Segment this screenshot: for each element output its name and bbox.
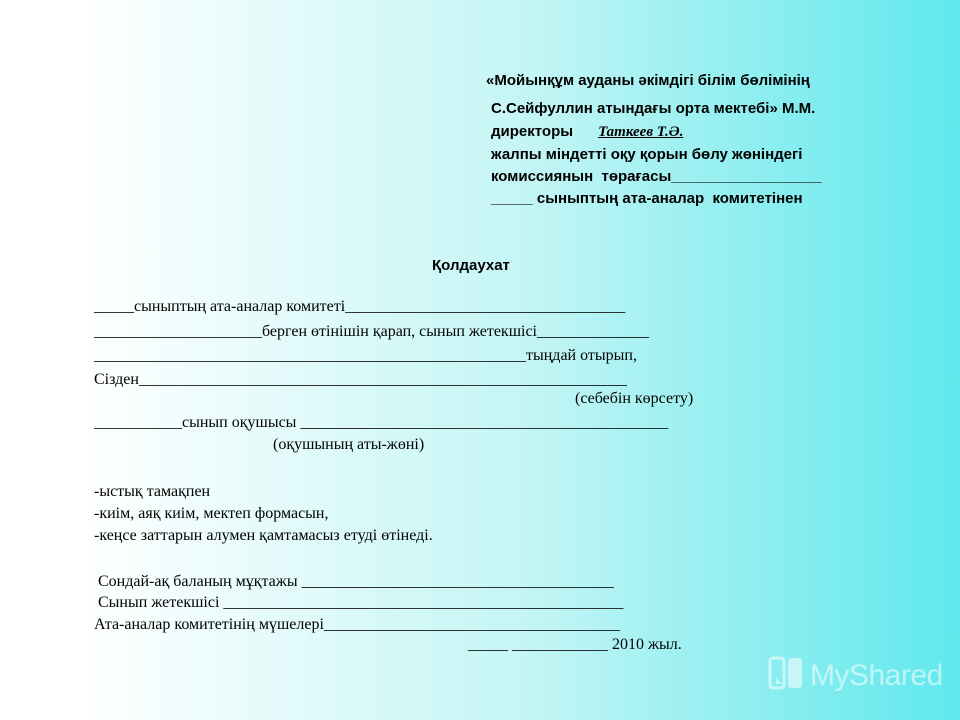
header-line-3	[491, 123, 683, 141]
watermark-text: MyShared	[810, 658, 943, 692]
document-title: Қолдаухат	[432, 257, 510, 274]
header-line-6: _____ сыныптың ата-аналар комитетінен	[491, 190, 803, 207]
body-line-4: Сізден_____________________________________________________________	[94, 371, 627, 388]
request-item-stationery: -кеңсе заттарын алумен қамтамасыз етуді өтінеді.	[94, 527, 433, 544]
body-line-child-needs: Сондай-ақ баланың мұқтажы _______________________________________	[94, 573, 614, 590]
body-hint-reason: (себебін көрсету)	[575, 390, 694, 407]
header-line-5: комиссиянын төрағасы__________________	[491, 168, 822, 185]
body-line-committee-members: Ата-аналар комитетінің мүшелері_____________________________________	[94, 616, 620, 633]
body-hint-student-name: (оқушының аты-жөні)	[273, 436, 425, 453]
myshared-logo-icon	[768, 656, 806, 695]
body-line-6: ___________сынып оқушысы ______________________________________________	[94, 414, 669, 431]
body-line-3: ______________________________________________________тыңдай отырып,	[94, 347, 637, 364]
director-label: директоры	[491, 123, 574, 140]
body-line-class-teacher: Сынып жетекшісі __________________________________________________	[94, 594, 624, 611]
body-line-2: _____________________берген өтінішін қарап, сынып жетекшісі______________	[94, 323, 649, 340]
director-name: Таткеев Т.Ә.	[598, 124, 684, 140]
header-line-2: С.Сейфуллин атындағы орта мектебі» М.М.	[491, 100, 816, 117]
request-item-clothing: -киім, аяқ киім, мектеп формасын,	[94, 505, 329, 522]
date-line: _____ ____________ 2010 жыл.	[468, 636, 682, 653]
body-line-1: _____сыныптың ата-аналар комитеті___________________________________	[94, 298, 626, 315]
myshared-watermark	[768, 656, 943, 695]
header-line-4: жалпы міндетті оқу қорын бөлу жөніндегі	[491, 146, 803, 163]
request-item-hot-meals: -ыстық тамақпен	[94, 483, 211, 500]
header-line-1: «Мойынқұм ауданы әкімдігі білім бөлімінің	[486, 72, 810, 89]
